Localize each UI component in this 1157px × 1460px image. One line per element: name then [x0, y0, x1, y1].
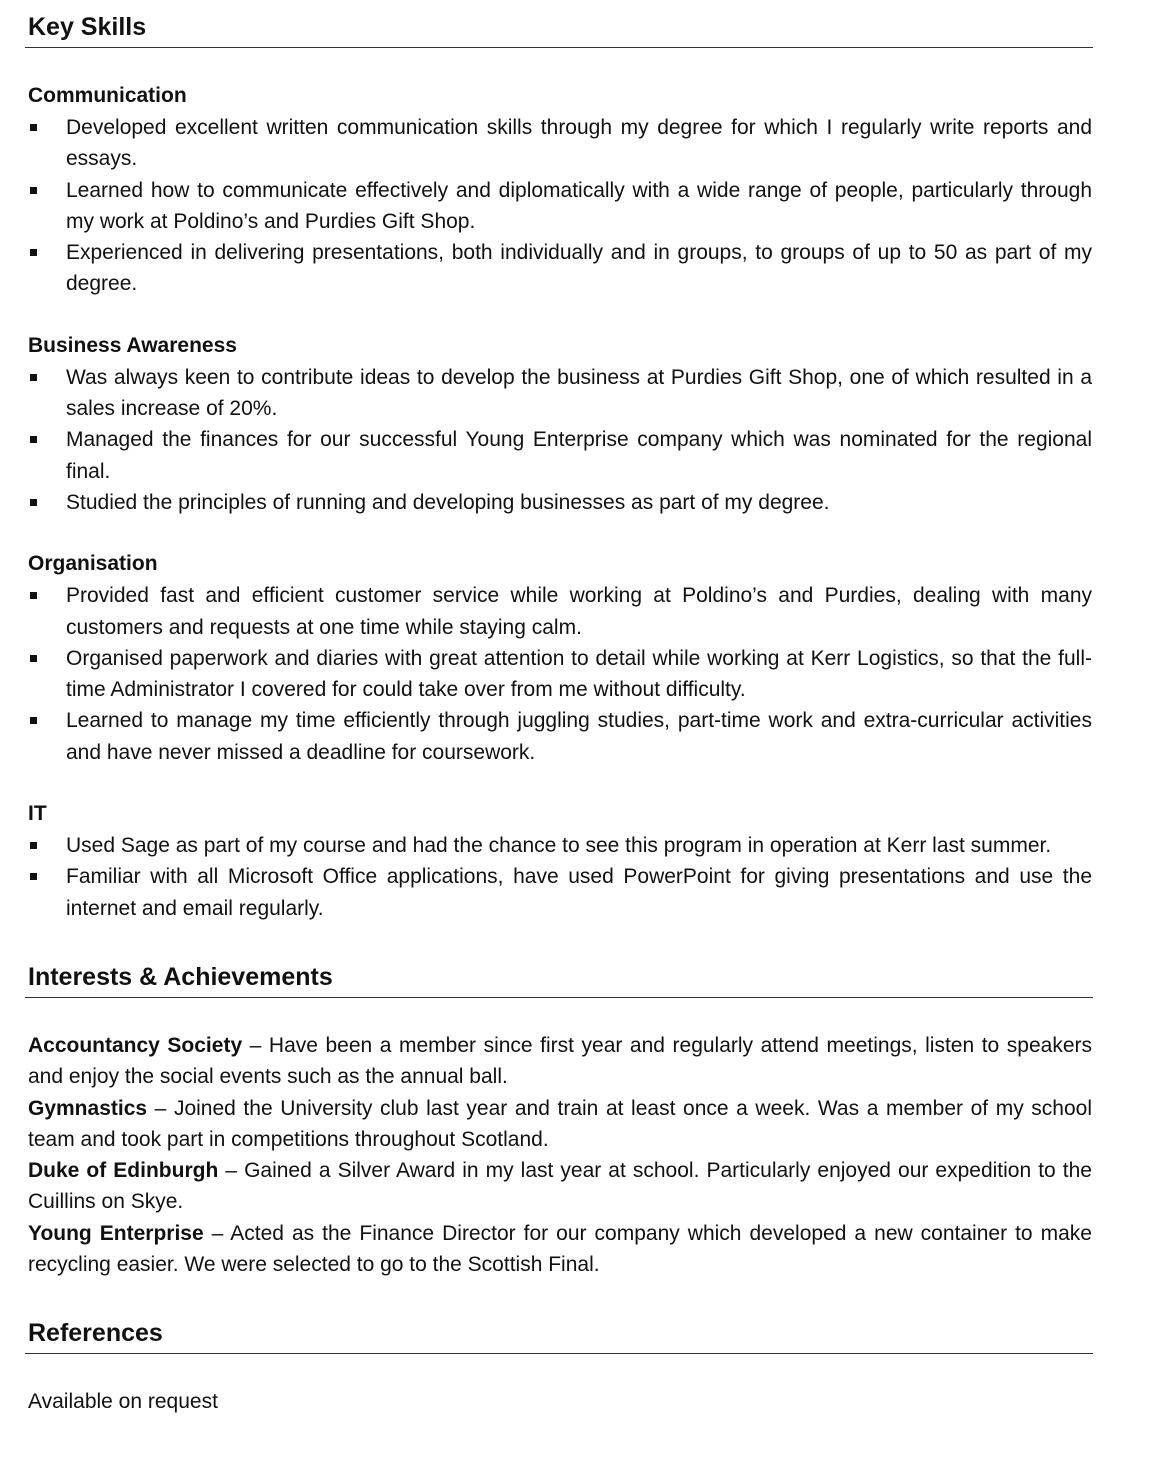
key-skills-section	[28, 10, 1092, 924]
list-item: Learned to manage my time efficiently through juggling studies, part-time work and extra-curricular activities and have never missed a deadline for coursework.	[28, 705, 1092, 768]
bullet-icon	[30, 873, 37, 880]
interest-entry: Gymnastics – Joined the University club last year and train at least once a week. Was a member of my school team and took part in competitions throughout Scotland.	[28, 1096, 1093, 1151]
references-text: Available on request	[28, 1390, 218, 1414]
list-item: Managed the finances for our successful Young Enterprise company which was nominated for the regional final.	[28, 424, 1092, 487]
list-item: Used Sage as part of my course and had the chance to see this program in operation at Kerr last summer.	[28, 830, 1092, 861]
interest-name: Young Enterprise	[28, 1221, 204, 1245]
interests-section	[28, 960, 1092, 1280]
list-item: Studied the principles of running and developing businesses as part of my degree.	[28, 487, 1092, 518]
list-item: Familiar with all Microsoft Office applications, have used PowerPoint for giving presentations and use the internet and email regularly.	[28, 861, 1092, 924]
interest-name: Duke of Edinburgh	[28, 1159, 219, 1183]
skill-group-business-awareness	[28, 332, 1092, 518]
skill-group-heading: Organisation	[28, 552, 158, 576]
interest-entry: Young Enterprise – Acted as the Finance Director for our company which developed a new container to make recycling easier. We were selected to go to the Scottish Final.	[28, 1221, 1092, 1277]
interest-entry: Duke of Edinburgh – Gained a Silver Award in my last year at school. Particularly enjoyed our expedition to the Cuillins on Skye.	[28, 1159, 1092, 1214]
section-divider	[25, 1353, 1093, 1354]
list-item: Developed excellent written communication skills through my degree for which I regularly write reports and essays.	[28, 112, 1092, 175]
bullet-icon	[30, 842, 37, 849]
skill-group-heading: Communication	[28, 84, 187, 107]
bullet-icon	[30, 436, 37, 443]
interest-name: Gymnastics	[28, 1096, 148, 1120]
skill-group-it	[28, 800, 1092, 924]
skill-group-heading: Business Awareness	[28, 333, 237, 357]
interest-entry: Accountancy Society – Have been a member since first year and regularly attend meetings, listen to speakers and enjoy the social events such as the annual ball.	[28, 1033, 1092, 1089]
bullet-icon	[30, 124, 37, 131]
bullet-icon	[30, 717, 37, 724]
list-item: Learned how to communicate effectively and diplomatically with a wide range of people, particularly through my work at Poldino’s and Purdies Gift Shop.	[28, 175, 1092, 238]
bullet-icon	[30, 187, 37, 194]
section-divider	[25, 997, 1093, 998]
list-item: Organised paperwork and diaries with great attention to detail while working at Kerr Logistics, so that the full-time Administrator I covered for could take over from me without difficulty.	[28, 643, 1092, 706]
bullet-icon	[30, 655, 37, 662]
section-divider	[25, 47, 1093, 48]
list-item: Was always keen to contribute ideas to develop the business at Purdies Gift Shop, one of which resulted in a sales increase of 20%.	[28, 362, 1092, 425]
bullet-icon	[30, 499, 37, 506]
skill-group-heading: IT	[28, 802, 47, 826]
interest-name: Accountancy Society	[28, 1033, 243, 1057]
cv-page	[28, 10, 1092, 1418]
section-title-interests: Interests & Achievements	[28, 962, 333, 991]
section-title-key-skills: Key Skills	[28, 13, 147, 41]
skill-group-organisation	[28, 550, 1092, 768]
references-section	[28, 1316, 1092, 1417]
list-item: Experienced in delivering presentations, both individually and in groups, to groups of up to 50 as part of my degree.	[28, 237, 1092, 300]
bullet-icon	[30, 592, 37, 599]
section-title-references: References	[28, 1319, 163, 1348]
bullet-icon	[30, 249, 37, 256]
bullet-icon	[30, 374, 37, 381]
list-item: Provided fast and efficient customer service while working at Poldino’s and Purdies, dealing with many customers and requests at one time while staying calm.	[28, 580, 1092, 643]
skill-group-communication	[28, 82, 1092, 300]
